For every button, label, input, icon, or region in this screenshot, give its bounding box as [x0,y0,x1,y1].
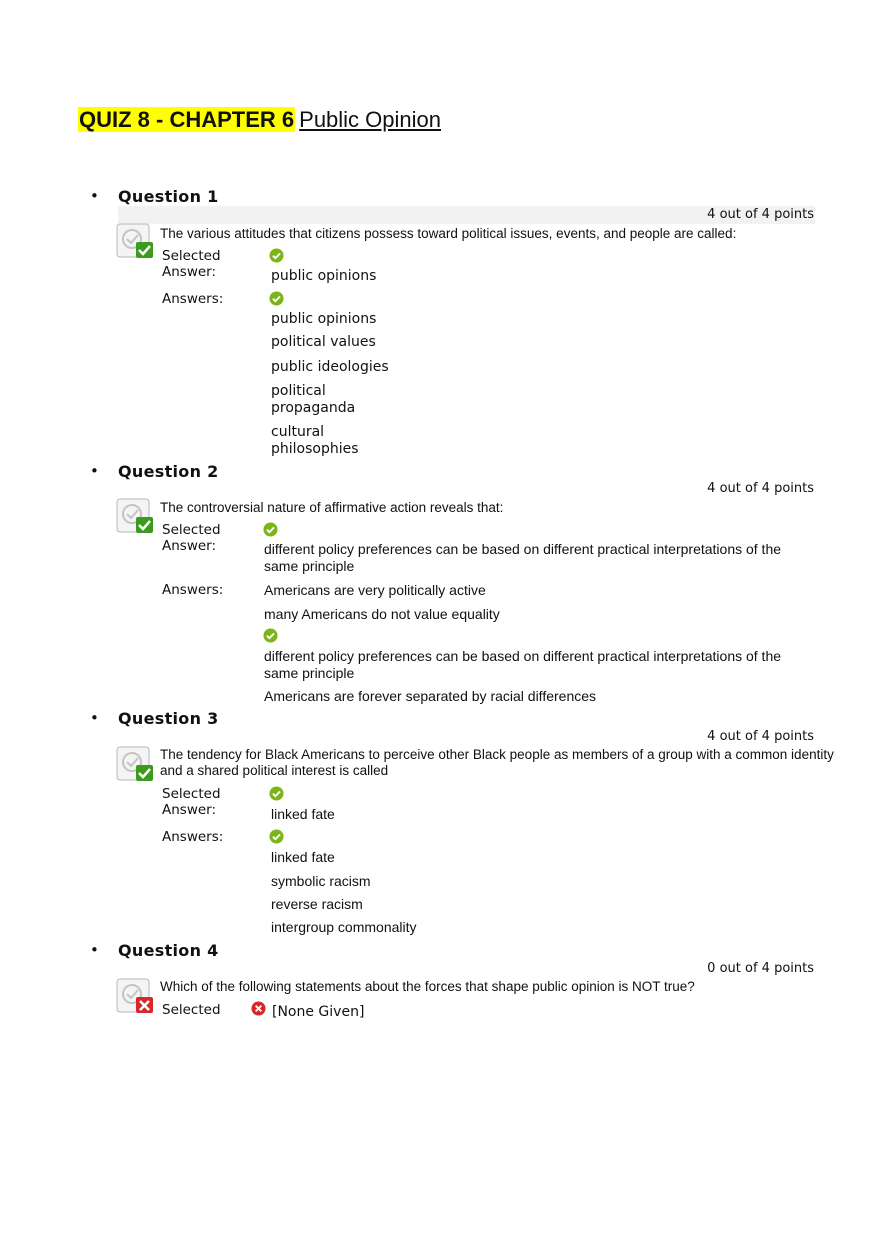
bullet: • [90,462,99,480]
points-score: 0 out of 4 points [707,961,814,976]
x-circle-icon [251,1001,266,1016]
question-text: Which of the following statements about the forces that shape public opinion is NOT true? [160,979,695,994]
answer-option: reverse racism [271,896,363,912]
check-circle-icon [263,628,278,643]
question-text: The tendency for Black Americans to perceive other Black people as members of a group with a common identity and a shared political interest is called [160,747,834,778]
question-status-icon [116,977,154,1015]
points-score: 4 out of 4 points [707,481,814,496]
answer-option: political propaganda [271,383,356,416]
answer-option: political values [271,334,376,350]
answer-option: different policy preferences can be based on different practical interpretations of the same principle [264,648,782,681]
check-circle-icon [269,291,284,306]
question-status-icon [116,497,154,535]
question-title: Question 2 [118,462,219,481]
title-subtitle: Public Opinion [299,107,442,132]
points-score: 4 out of 4 points [707,729,814,744]
answer-option: symbolic racism [271,873,371,889]
answer-option: linked fate [271,849,335,865]
check-circle-icon [269,786,284,801]
selected-label: Answer: [162,802,217,818]
question-title: Question 1 [118,187,219,206]
answer-option: Americans are very politically active [264,582,486,598]
bullet: • [90,709,99,727]
selected-answer: linked fate [271,806,335,822]
answers-label: Answers: [162,582,224,598]
question-status-icon [116,222,154,260]
selected-label: Selected [162,786,221,802]
selected-label: Selected [162,248,221,264]
title-highlight: QUIZ 8 - CHAPTER 6 [79,107,295,132]
points-score: 4 out of 4 points [707,207,814,222]
answer-option: cultural philosophies [271,424,359,457]
answer-option: intergroup commonality [271,919,417,935]
answers-label: Answers: [162,291,224,307]
answer-option: Americans are forever separated by racial differences [264,688,597,704]
selected-answer: [None Given] [272,1004,365,1020]
bullet: • [90,187,99,205]
check-circle-icon [269,829,284,844]
question-title: Question 4 [118,941,219,960]
selected-label: Answer: [162,538,217,554]
question-text: The controversial nature of affirmative action reveals that: [160,500,504,515]
question-title: Question 3 [118,709,219,728]
selected-label: Selected [162,522,221,538]
answer-option: public ideologies [271,359,389,375]
selected-label: Selected [162,1002,221,1018]
answer-option: many Americans do not value equality [264,606,500,622]
bullet: • [90,941,99,959]
answer-option: public opinions [271,311,377,327]
question-text: The various attitudes that citizens possess toward political issues, events, and people are called: [160,226,737,241]
selected-answer: public opinions [271,268,377,284]
selected-label: Answer: [162,264,217,280]
page-title [78,106,441,134]
check-circle-icon [269,248,284,263]
question-status-icon [116,745,154,783]
selected-answer: different policy preferences can be based on different practical interpretations of the same principle [264,541,782,574]
answers-label: Answers: [162,829,224,845]
check-circle-icon [263,522,278,537]
